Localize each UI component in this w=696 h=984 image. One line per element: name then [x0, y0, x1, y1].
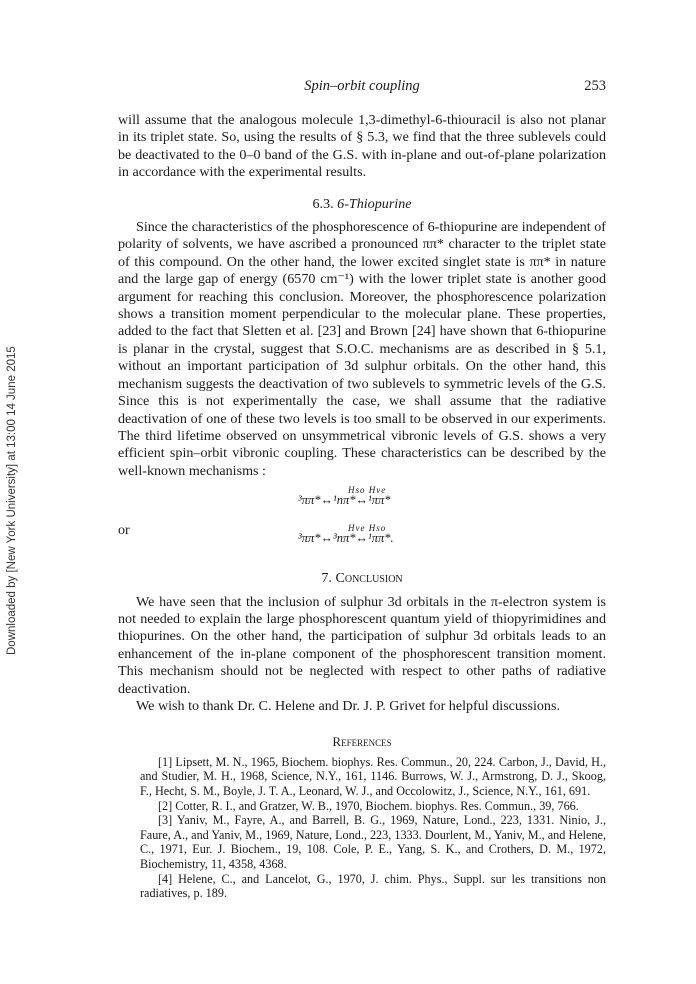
mechanism-operators: Hve Hso — [348, 523, 387, 534]
article-body — [118, 112, 606, 901]
conclusion-paragraph: We have seen that the inclusion of sulphur 3d orbitals in the π-electron system is not needed to explain the large phosphorescent quantum yield of thiopyrimidines and thiopurines. On the other hand, the participation of sulphur 3d orbitals leads to an enhancement of the in-plane component of the phosphorescent transition moment. This mechanism should not be neglected with respect to other paths of radiative deactivation. — [118, 593, 606, 697]
intro-paragraph: will assume that the analogous molecule 1,3-dimethyl-6-thiouracil is also not planar in its triplet state. So, using the results of § 5.3, we find that the three sublevels could be deactivated to the 0–0 band of the G.S. with in-plane and out-of-plane polarization in accordance with the experimental results. — [118, 112, 606, 181]
section-title: Conclusion — [335, 570, 403, 587]
references-list — [118, 755, 606, 901]
reference-item: [3] Yaniv, M., Fayre, A., and Barrell, B. G., 1969, Nature, Lond., 223, 1331. Ninio, J., Faure, A., and Yaniv, M., 1969, Nature, Lond., 223, 1333. Dourlent, M., Yaniv, M., and Helene, C., 1971, Eur. J. Biochem., 19, 108. Cole, P. E., Yang, S. K., and Crothers, D. M., 1972, Biochemistry, 11, 4358, 4368. — [140, 813, 606, 871]
mechanism-2 — [118, 520, 606, 556]
section-title: 6-Thiopurine — [337, 195, 412, 212]
mechanism-operators: Hso Hve — [348, 485, 387, 496]
reference-item: [2] Cotter, R. I., and Gratzer, W. B., 1970, Biochem. biophys. Res. Commun., 39, 766. — [158, 798, 579, 813]
section-heading-6-3 — [118, 196, 606, 213]
section-number: 6.3. — [312, 195, 338, 212]
download-watermark: Downloaded by [New York University] at 13:00 14 June 2015 — [6, 346, 18, 655]
page-header — [118, 78, 606, 98]
section-number: 7. — [321, 570, 336, 587]
or-label: or — [118, 522, 130, 539]
section-heading-7 — [118, 570, 606, 587]
page-number: 253 — [584, 78, 606, 94]
acknowledgement: We wish to thank Dr. C. Helene and Dr. J. P. Grivet for helpful discussions. — [136, 697, 560, 714]
mechanism-equation: ³ππ*↔¹nπ*↔¹ππ* — [298, 493, 391, 508]
mechanism-1 — [118, 482, 606, 518]
mechanism-equation: ³ππ*↔³nπ*↔¹ππ*. — [298, 531, 394, 546]
running-title: Spin–orbit coupling — [304, 78, 420, 94]
references-heading: References — [332, 734, 392, 750]
reference-item: [4] Helene, C., and Lancelot, G., 1970, J. chim. Phys., Suppl. sur les transitions non radiatives, p. 189. — [140, 871, 606, 901]
reference-item: [1] Lipsett, M. N., 1965, Biochem. biophys. Res. Commun., 20, 224. Carbon, J., David, H., and Studier, M. H., 1968, Science, N.Y., 161, 1146. Burrows, W. J., Armstrong, D. J., Skoog, F., Hecht, S. M., Boyle, J. T. A., Leonard, W. J., and Occolowitz, J., Science, N.Y., 161, 691. — [140, 754, 606, 798]
thiopurine-paragraph: Since the characteristics of the phosphorescence of 6-thiopurine are independent of polarity of solvents, we have ascribed a pronounced ππ* character to the triplet state of this compound. On the other hand, the lower excited singlet state is ππ* in nature and the large gap of energy (6570 cm⁻¹) with the lower triplet state is another good argument for reaching this conclusion. Moreover, the phosphorescence polarization shows a transition moment perpendicular to the molecular plane. These properties, added to the fact that Sletten et al. [23] and Brown [24] have shown that 6-thiopurine is planar in the crystal, suggest that S.O.C. mechanisms are as described in § 5.1, without an important participation of 3d sulphur orbitals. On the other hand, this mechanism suggests the deactivation of two sublevels to symmetric levels of the G.S. Since this is not experimentally the case, we shall assume that the radiative deactivation of one of these two levels is too small to be observed in our experiments. The third lifetime observed on unsymmetrical vibronic levels of G.S. shows a very efficient spin–orbit vibronic coupling. These characteristics can be described by the well-known mechanisms : — [118, 219, 606, 479]
